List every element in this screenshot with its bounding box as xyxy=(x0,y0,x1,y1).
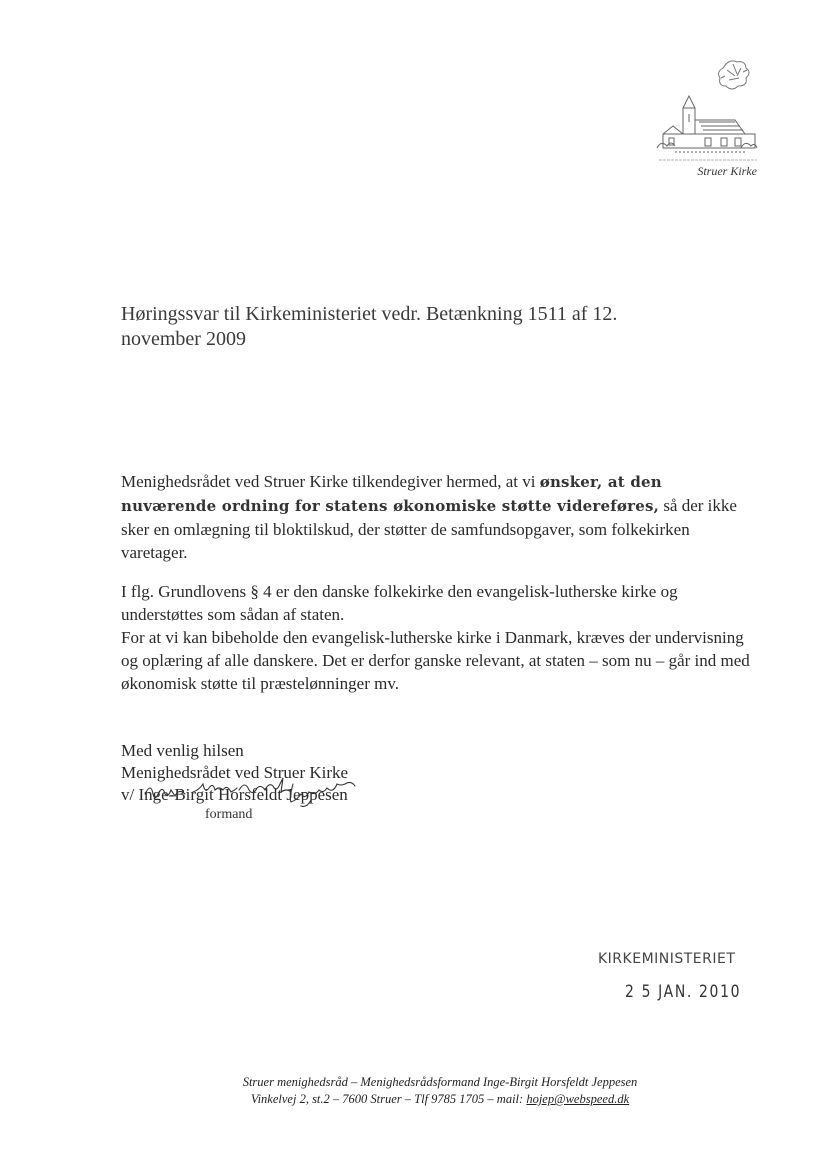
received-stamp-org: KIRKEMINISTERIET xyxy=(598,951,736,967)
closing-org: Menighedsrådet ved Struer Kirke xyxy=(121,763,349,782)
paragraph-1-start: Menighedsrådet ved Struer Kirke tilkendegiver hermed, at vi xyxy=(121,472,540,491)
paragraph-1-emphasis: ønsker, at den nuværende ordning for statens økonomiske støtte videreføres, xyxy=(121,473,662,515)
greeting: Med venlig hilsen xyxy=(121,741,244,760)
footer-line-1: Struer menighedsråd – Menighedsrådsformand Inge-Birgit Horsfeldt Jeppesen xyxy=(242,1075,638,1089)
title-line-2: november 2009 xyxy=(121,328,246,350)
signer-role: formand xyxy=(205,807,253,822)
letter-footer xyxy=(120,1074,760,1108)
closing-signer: v/ Inge-Birgit Horsfeldt Jeppesen xyxy=(121,785,348,804)
handwritten-signature xyxy=(143,772,403,812)
paragraph-1-end: så der ikke sker en omlægning til bloktilskud, der støtter de samfundsopgaver, som folkekirken varetager. xyxy=(121,496,737,562)
logo-caption: Struer Kirke xyxy=(697,164,757,178)
letter-title xyxy=(121,302,721,352)
title-line-1: Høringssvar til Kirkeministeriet vedr. Betænkning 1511 af 12. xyxy=(121,303,618,325)
paragraph-3: For at vi kan bibeholde den evangelisk-lutherske kirke i Danmark, kræves der undervisning og oplæring af alle danskere. Det er derfor ganske relevant, at staten – som nu – går ind med økonomisk støtte til præstelønninger mv. xyxy=(121,628,750,693)
received-stamp-date: 2 5 JAN. 2010 xyxy=(625,982,742,1002)
church-drawing-icon xyxy=(655,48,760,168)
footer-address: Vinkelvej 2, st.2 – 7600 Struer – Tlf 9785 1705 – mail: xyxy=(250,1092,527,1106)
paragraph-2: I flg. Grundlovens § 4 er den danske folkekirke den evangelisk-lutherske kirke og understøttes som sådan af staten. xyxy=(121,582,678,624)
footer-email-link[interactable]: hojep@webspeed.dk xyxy=(526,1092,630,1106)
church-logo xyxy=(655,48,760,183)
footer-line-2 xyxy=(120,1091,760,1108)
paragraph-1 xyxy=(121,470,751,564)
